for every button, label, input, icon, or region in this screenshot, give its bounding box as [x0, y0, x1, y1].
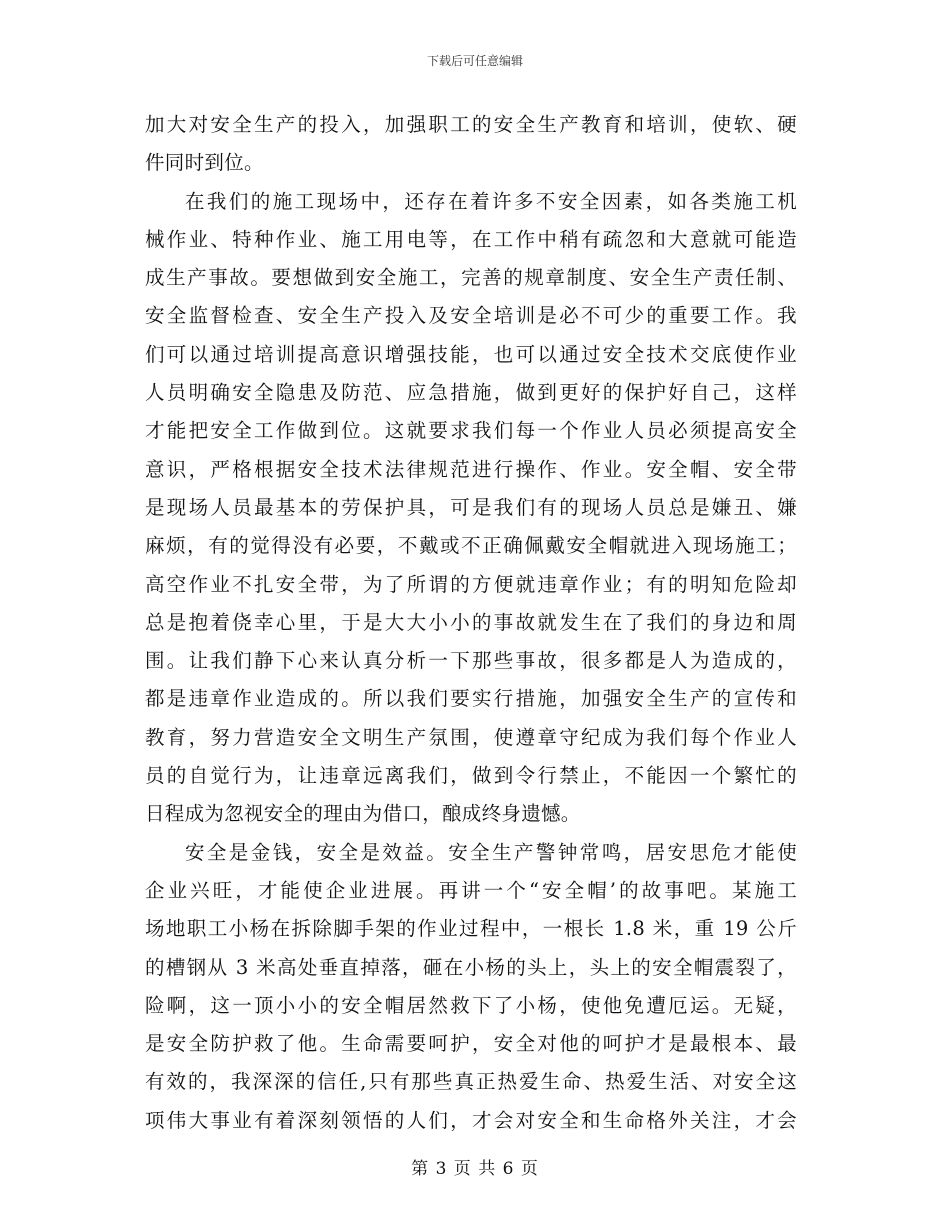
text-line: 人员明确安全隐患及防范、应急措施，做到更好的保护好自己，这样	[145, 381, 797, 405]
text-line: 是安全防护救了他。生命需要呵护，安全对他的呵护才是最根本、最	[145, 1032, 797, 1056]
text-line: 是现场人员最基本的劳保护具，可是我们有的现场人员总是嫌丑、嫌	[145, 495, 797, 519]
text-line: 成生产事故。要想做到安全施工，完善的规章制度、安全生产责任制、	[145, 266, 797, 290]
text-line: 在我们的施工现场中，还存在着许多不安全因素，如各类施工机	[185, 189, 797, 213]
text-line: 械作业、特种作业、施工用电等，在工作中稍有疏忽和大意就可能造	[145, 227, 797, 251]
text-line: 企业兴旺，才能使企业进展。再讲一个“安全帽’的故事吧。某施工	[145, 878, 797, 902]
text-line: 的槽钢从 3 米高处垂直掉落，砸在小杨的头上，头上的安全帽震裂了，	[145, 955, 797, 979]
page-number-footer: 第 3 页 共 6 页	[411, 1159, 539, 1179]
document-body	[145, 106, 797, 1140]
text-line: 教育，努力营造安全文明生产氛围，使遵章守纪成为我们每个作业人	[145, 725, 797, 749]
paragraph-2	[145, 183, 797, 834]
text-line: 件同时到位。	[145, 151, 264, 175]
text-line: 日程成为忽视安全的理由为借口，酿成终身遗憾。	[145, 802, 581, 826]
page-header: 下载后可任意编辑	[426, 54, 523, 68]
text-line: 安全监督检查、安全生产投入及安全培训是必不可少的重要工作。我	[145, 304, 797, 328]
text-line: 加大对安全生产的投入，加强职工的安全生产教育和培训，使软、硬	[145, 113, 797, 136]
text-line: 们可以通过培训提高意识增强技能，也可以通过安全技术交底使作业	[145, 342, 797, 366]
text-line: 高空作业不扎安全带，为了所谓的方便就违章作业；有的明知危险却	[145, 572, 797, 596]
text-line: 项伟大事业有着深刻领悟的人们，才会对安全和生命格外关注，才会	[145, 1108, 797, 1132]
paragraph-3	[145, 834, 797, 1140]
paragraph-1	[145, 106, 797, 183]
text-line: 场地职工小杨在拆除脚手架的作业过程中，一根长 1.8 米，重 19 公斤	[145, 917, 797, 941]
text-line: 都是违章作业造成的。所以我们要实行措施，加强安全生产的宣传和	[145, 687, 797, 711]
text-line: 才能把安全工作做到位。这就要求我们每一个作业人员必须提高安全	[145, 419, 797, 443]
text-line: 围。让我们静下心来认真分析一下那些事故，很多都是人为造成的，	[145, 649, 797, 673]
text-line: 麻烦，有的觉得没有必要，不戴或不正确佩戴安全帽就进入现场施工；	[145, 534, 797, 558]
text-line: 总是抱着侥幸心里，于是大大小小的事故就发生在了我们的身边和周	[145, 610, 797, 634]
text-line: 意识，严格根据安全技术法律规范进行操作、作业。安全帽、安全带	[145, 457, 797, 481]
text-line: 有效的，我深深的信任,只有那些真正热爱生命、热爱生活、对安全这	[145, 1070, 797, 1094]
text-line: 安全是金钱，安全是效益。安全生产警钟常鸣，居安思危才能使	[185, 840, 797, 864]
text-line: 险啊，这一顶小小的安全帽居然救下了小杨，使他免遭厄运。无疑，	[145, 993, 797, 1017]
text-line: 员的自觉行为，让违章远离我们，做到令行禁止，不能因一个繁忙的	[145, 764, 797, 788]
